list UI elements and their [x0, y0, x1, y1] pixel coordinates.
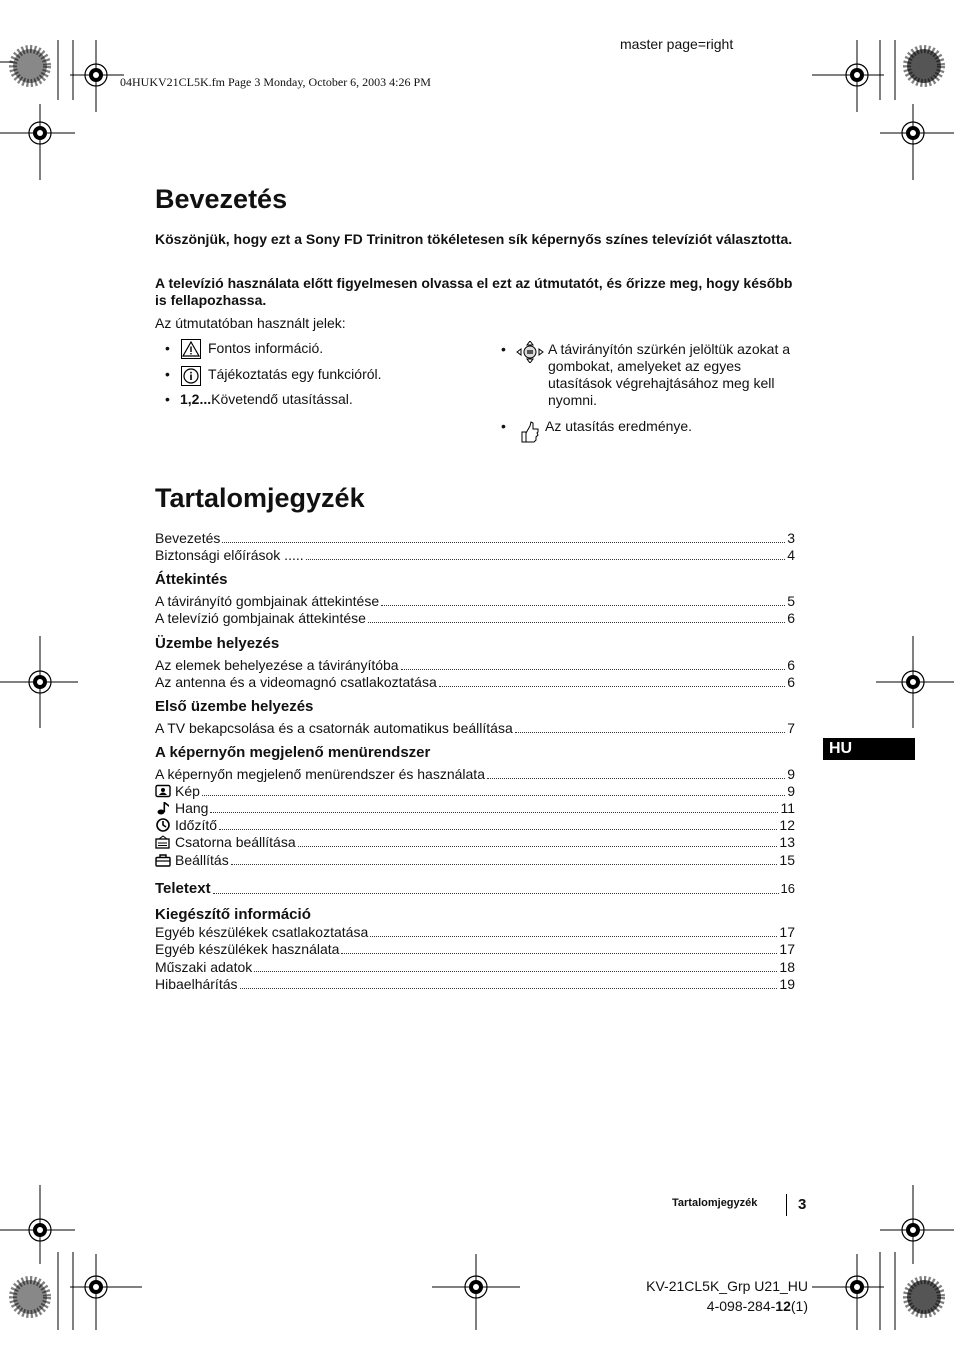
toc-entry[interactable]: Az antenna és a videomagnó csatlakoztatása 6	[155, 674, 795, 690]
toc-entry-teletext[interactable]: Teletext 16	[155, 880, 795, 897]
toc-entry[interactable]: A távirányító gombjainak áttekintése 5	[155, 593, 795, 609]
symbols-lead: Az útmutatóban használt jelek:	[155, 315, 346, 331]
symbol-text-info: Tájékoztatás egy funkcióról.	[208, 366, 382, 382]
toc-entry[interactable]: Csatorna beállítása 13	[155, 834, 795, 850]
thanks-text: Köszönjük, hogy ezt a Sony FD Trinitron tökéletesen sík képernyős színes televíziót választotta.	[155, 231, 793, 247]
toc-entry[interactable]: Bevezetés 3	[155, 530, 795, 546]
warning-icon	[181, 339, 201, 359]
symbol-text-remote: A távirányítón szürkén jelöltük azokat a gombokat, amelyeket az egyes utasítások végrehajtásához meg kell nyomni.	[548, 341, 791, 408]
toc-entry[interactable]: Kép 9	[155, 783, 795, 799]
toc-entry[interactable]: Egyéb készülékek csatlakoztatása 17	[155, 924, 795, 940]
toc-entry[interactable]: A TV bekapcsolása és a csatornák automatikus beállítása 7	[155, 720, 795, 736]
toc-entry[interactable]: A képernyőn megjelenő menürendszer és használata 9	[155, 766, 795, 782]
remote-buttons-icon	[515, 341, 545, 363]
timer-clock-icon	[155, 818, 171, 832]
toc-entry[interactable]: Egyéb készülékek használata 17	[155, 941, 795, 957]
toc-entry[interactable]: Időzítő 12	[155, 817, 795, 833]
master-page-note: master page=right	[620, 36, 734, 52]
intro-title: Bevezetés	[155, 184, 288, 214]
info-icon	[181, 366, 201, 386]
footer-model-code: KV-21CL5K_Grp U21_HU 4-098-284-12(1)	[646, 1278, 808, 1314]
page-number: 3	[798, 1196, 807, 1213]
sound-note-icon	[155, 801, 171, 815]
toc-entry[interactable]: Műszaki adatok 18	[155, 959, 795, 975]
file-info: 04HUKV21CL5K.fm Page 3 Monday, October 6, 2003 4:26 PM	[120, 75, 431, 89]
symbol-text-steps: Követendő utasítással.	[211, 391, 353, 407]
picture-icon	[155, 784, 171, 798]
toc-entry[interactable]: Hang 11	[155, 800, 795, 816]
toc-section-heading: Áttekintés	[155, 571, 228, 588]
toc-entry[interactable]: Beállítás 15	[155, 852, 795, 868]
toc-entry[interactable]: Biztonsági előírások ..... 4	[155, 547, 795, 563]
toc-entry[interactable]: Hibaelhárítás 19	[155, 976, 795, 992]
toolbox-icon	[155, 853, 171, 867]
toc-section-heading: A képernyőn megjelenő menürendszer	[155, 744, 431, 761]
thumbs-up-icon	[518, 420, 540, 444]
symbol-text-result: Az utasítás eredménye.	[545, 418, 693, 434]
toc-entry[interactable]: A televízió gombjainak áttekintése 6	[155, 610, 795, 626]
language-tab: HU	[823, 738, 915, 760]
toc-entry[interactable]: Az elemek behelyezése a távirányítóba 6	[155, 657, 795, 673]
footer-section-label: Tartalomjegyzék	[672, 1197, 758, 1209]
steps-prefix: 1,2...	[180, 391, 212, 407]
channel-setup-icon	[155, 835, 171, 849]
read-note-text: A televízió használata előtt figyelmesen olvassa el ezt az útmutatót, és őrizze meg, hogy később is fellapozhassa.	[155, 275, 793, 308]
symbol-text-warning: Fontos információ.	[208, 340, 324, 356]
toc-section-heading: Első üzembe helyezés	[155, 698, 314, 715]
toc-section-heading: Kiegészítő információ	[155, 906, 311, 923]
toc-section-heading: Üzembe helyezés	[155, 635, 280, 652]
toc-title: Tartalomjegyzék	[155, 483, 365, 513]
footer-divider	[786, 1194, 787, 1216]
